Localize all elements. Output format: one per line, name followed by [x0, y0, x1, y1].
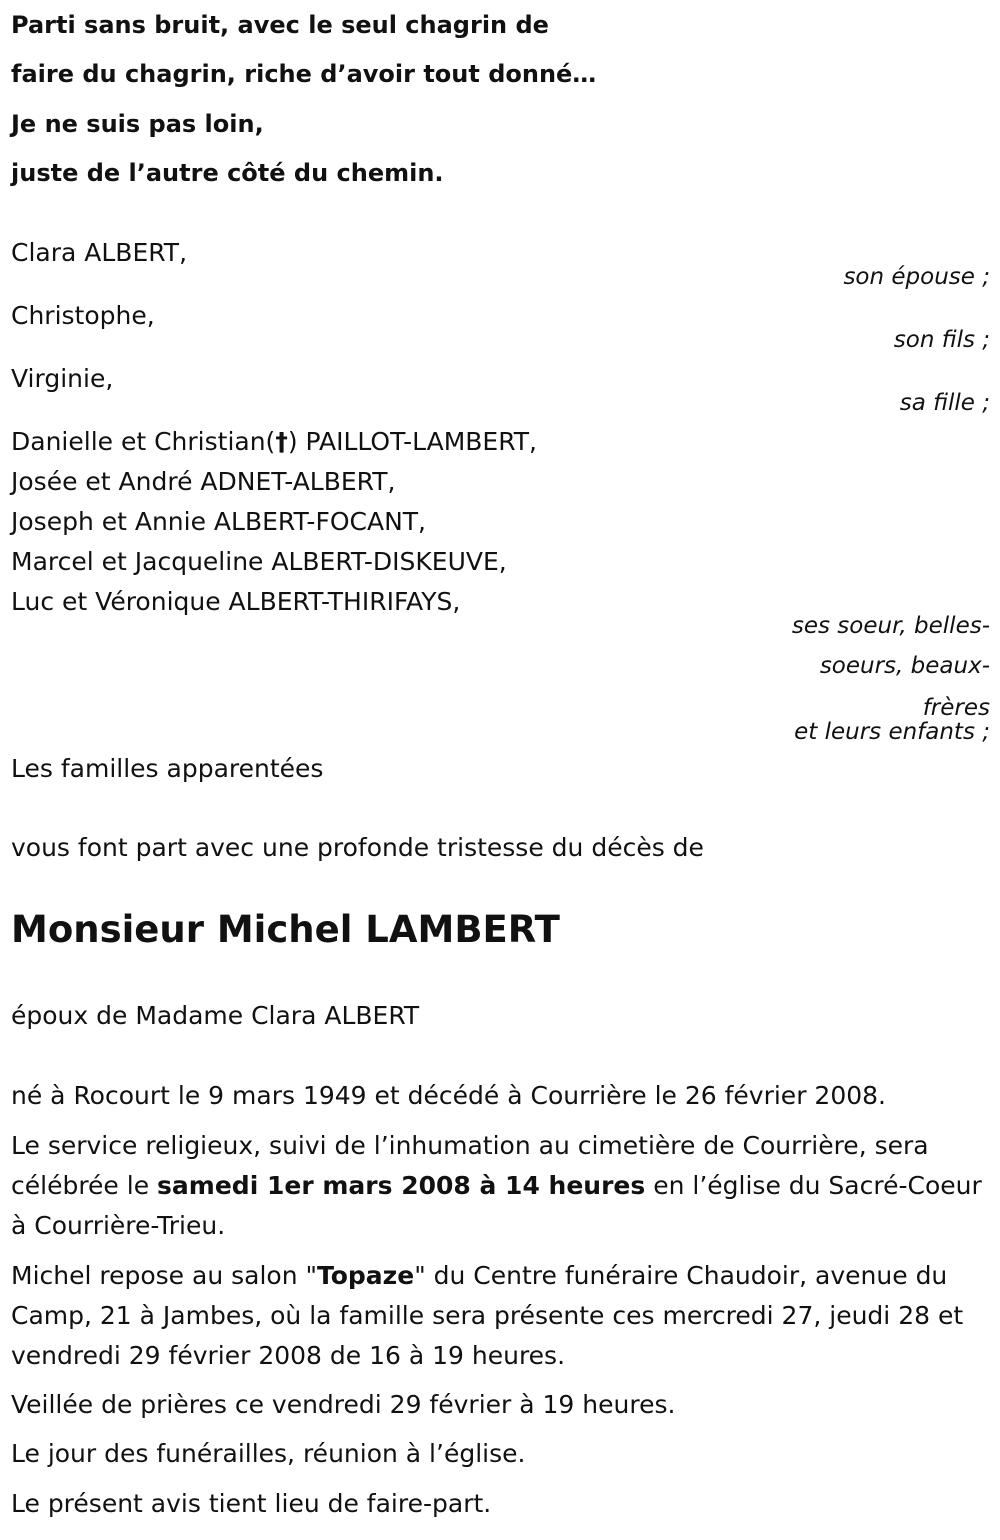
service-paragraph — [11, 1126, 996, 1246]
sibling-line-3: Joseph et Annie ALBERT-FOCANT, — [11, 507, 426, 536]
birth-death: né à Rocourt le 9 mars 1949 et décédé à Courrière le 26 février 2008. — [11, 1081, 886, 1110]
sibling-line-1-suffix: ) PAILLOT-LAMBERT, — [287, 427, 537, 456]
son-name: Christophe, — [11, 301, 155, 330]
siblings-role-line-3: frères — [922, 695, 990, 721]
sibling-line-2: Josée et André ADNET-ALBERT, — [11, 467, 396, 496]
viewing-text-2: " du Centre funéraire Chaudoir, avenue du Camp, 21 à Jambes, où la famille sera présente ces mercredi 27, jeudi 28 et vendredi 29 février 2008 de 16 à 19 heures. — [11, 1261, 964, 1370]
deceased-name: Monsieur Michel LAMBERT — [11, 908, 560, 951]
sibling-line-1 — [11, 427, 537, 457]
spouse-role: son épouse ; — [843, 264, 990, 290]
poem-line-4: juste de l’autre côté du chemin. — [11, 159, 444, 187]
service-date: samedi 1er mars 2008 à 14 heures — [157, 1171, 646, 1200]
daughter-role: sa fille ; — [899, 390, 990, 416]
sibling-line-1-prefix: Danielle et Christian( — [11, 427, 276, 456]
service-text-2: en l’église du Sacré-Coeur à Courrière-Trieu. — [11, 1171, 982, 1240]
deceased-cross-icon: † — [275, 427, 288, 456]
viewing-paragraph — [11, 1256, 996, 1376]
announcement: vous font part avec une profonde tristesse du décès de — [11, 833, 704, 862]
service-text-1: Le service religieux, suivi de l’inhumation au cimetière de Courrière, sera célébrée le — [11, 1131, 929, 1200]
funeral-meeting: Le jour des funérailles, réunion à l’église. — [11, 1439, 526, 1468]
poem-line-2: faire du chagrin, riche d’avoir tout donné… — [11, 60, 597, 88]
salon-name: Topaze — [317, 1261, 415, 1290]
siblings-role — [775, 606, 990, 744]
siblings-role-line-1: ses soeur, belles- — [791, 613, 990, 639]
siblings-role-line-2: soeurs, beaux- — [819, 653, 990, 679]
sibling-line-4: Marcel et Jacqueline ALBERT-DISKEUVE, — [11, 547, 507, 576]
notice: Le présent avis tient lieu de faire-part. — [11, 1489, 492, 1518]
vigil: Veillée de prières ce vendredi 29 février à 19 heures. — [11, 1390, 676, 1419]
sibling-line-5: Luc et Véronique ALBERT-THIRIFAYS, — [11, 587, 461, 616]
daughter-name: Virginie, — [11, 364, 114, 393]
poem-line-1: Parti sans bruit, avec le seul chagrin de — [11, 11, 549, 39]
son-role: son fils ; — [893, 327, 990, 353]
spouse-name: Clara ALBERT, — [11, 238, 188, 267]
related-families: Les familles apparentées — [11, 754, 324, 783]
spouse-of: époux de Madame Clara ALBERT — [11, 1001, 420, 1030]
siblings-role-line-4: et leurs enfants ; — [794, 719, 990, 745]
poem-line-3: Je ne suis pas loin, — [11, 110, 264, 138]
viewing-text-1: Michel repose au salon " — [11, 1261, 317, 1290]
